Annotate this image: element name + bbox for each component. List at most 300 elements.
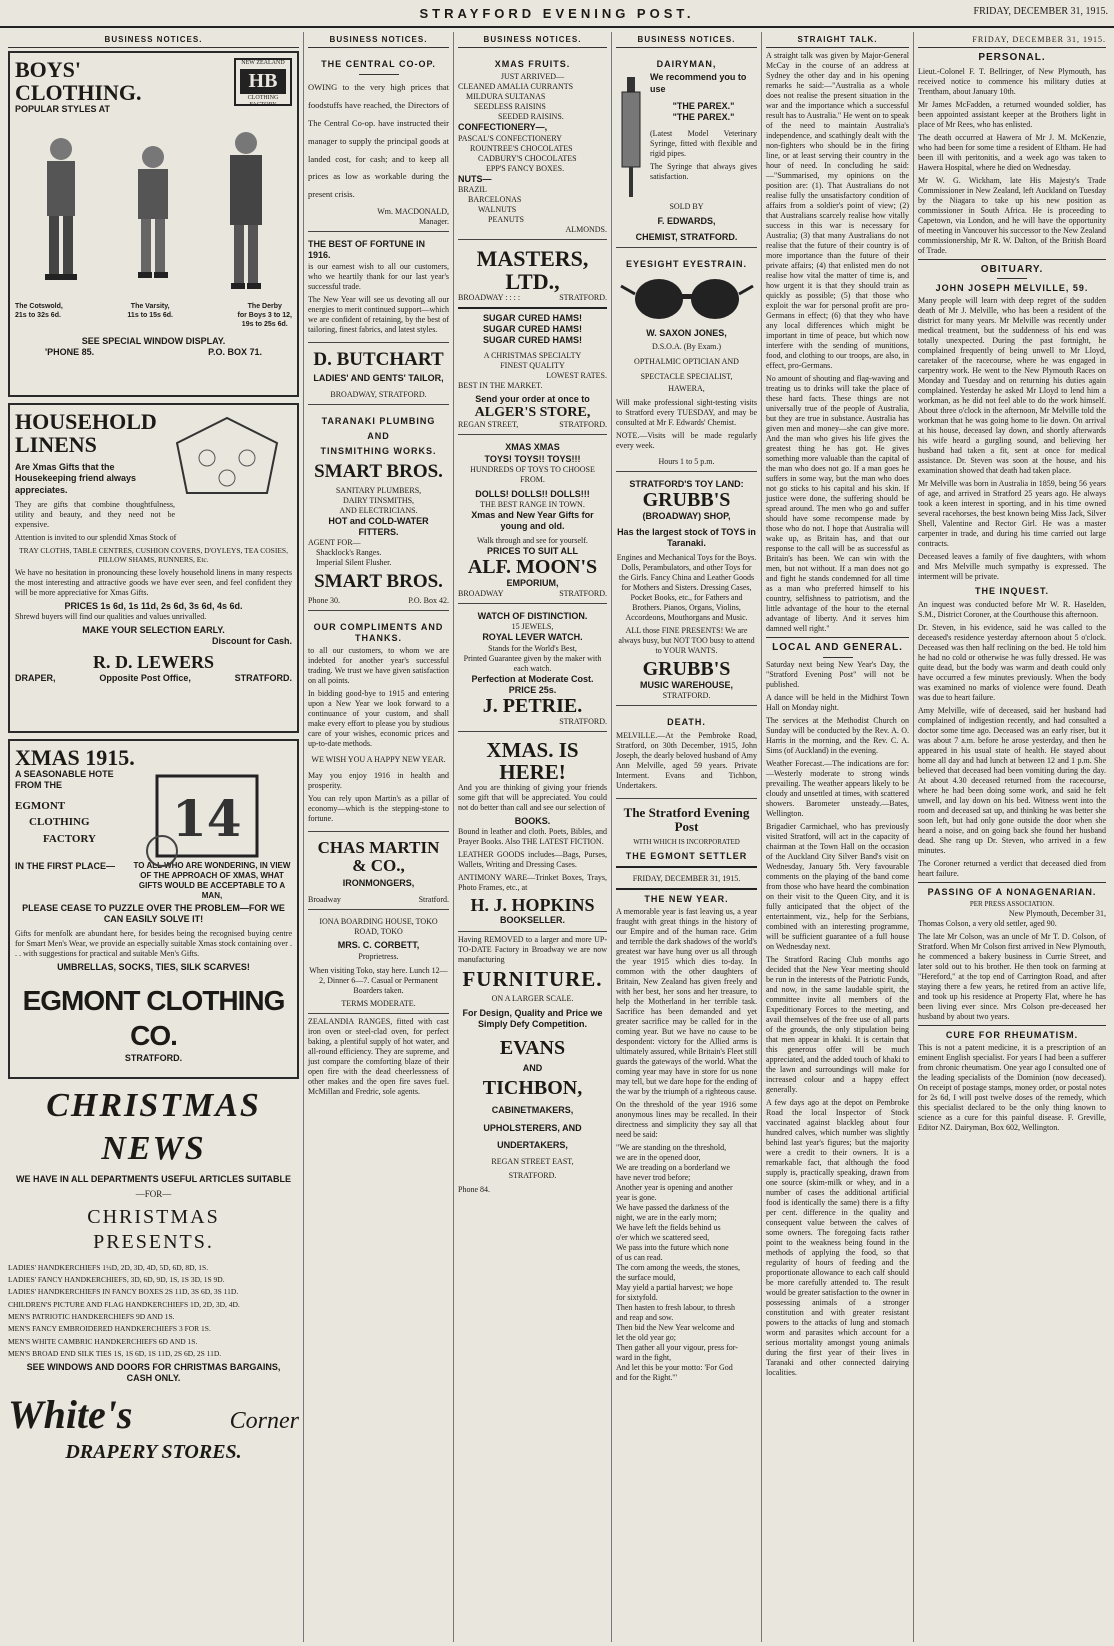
ad-line: SOLD BY bbox=[669, 202, 704, 212]
ad-heading: WATCH OF DISTINCTION. bbox=[477, 611, 588, 622]
newspaper-subtitle: WITH WHICH IS INCORPORATED bbox=[633, 838, 740, 847]
ad-line: They are gifts that combine thoughtfulness, utility and beauty, and they need not be expensive. bbox=[15, 499, 175, 529]
advertiser-trade: BOOKSELLER. bbox=[499, 915, 565, 926]
ad-title: BOYS' bbox=[15, 57, 82, 82]
ad-line: SUGAR CURED HAMS! bbox=[483, 312, 582, 323]
advertiser-town: STRATFORD. bbox=[662, 691, 711, 701]
ad-line: TRAY CLOTHS, TABLE CENTRES, CUSHION COVERS, D'OYLEYS, TEA COSIES, PILLOW SHAMS, RUNNERS, Etc. bbox=[19, 545, 288, 565]
ad-line: DOLLS! DOLLS!! DOLLS!!! bbox=[475, 488, 590, 499]
ad-title: FURNITURE. bbox=[462, 966, 603, 991]
advertiser-trade: EMPORIUM, bbox=[506, 577, 559, 588]
advertiser-address: BROADWAY : : : : bbox=[458, 292, 521, 302]
ad-line: And you are thinking of giving your friends some gift that will be appreciated. You could not do better than call and see our selection of bbox=[458, 783, 607, 813]
ad-line: Xmas and New Year Gifts for young and old. bbox=[471, 510, 594, 532]
death-notice bbox=[616, 709, 757, 798]
ad-line: SEEDLESS RAISINS bbox=[474, 102, 546, 112]
ad-line: CLEANED AMALIA CURRANTS bbox=[458, 82, 574, 92]
ad-subtitle: FROM THE bbox=[15, 780, 62, 791]
poem-line: Another year is opening and another bbox=[616, 1183, 733, 1193]
news-item: A few days ago at the depot on Pembroke Road the local Inspector of Stock vaccinated against blackleg about four hundred calves, which number was slightly behind last year's figures; but the majority were a credit to their owners. It is a remarkable fact, that although the food supply is, practically speaking, drawn from one source (skim-milk or whey, and in a number of cases the additional artificial food is identically the same) there is a fifty per cent. difference in the quality and consequent value between the calves of some owners. The foregoing facts rather point to the weakness being found in the methods of applying the food, so that regularity of hours of feeding and the proportionate allowance to each calf should be more carefully attended to. The result would be greater satisfaction to the owner in possessing animals of a stronger constitution and with greater resistant powers to the attacks of lung and stomach worm and parasites which account for a serious mortality amongst young animals during the first year of their lives in Taranaki and other connected dairying localities. bbox=[766, 1097, 909, 1377]
ad-line: Has the largest stock of TOYS in Taranaki. bbox=[617, 526, 756, 548]
ad-brand-line: CLOTHING bbox=[29, 816, 90, 829]
style-ages: for Boys 3 to 12, bbox=[237, 312, 292, 320]
ad-line: Discount for Cash. bbox=[211, 636, 292, 647]
poem-line: We are treading on a borderland we bbox=[616, 1163, 730, 1173]
poem-line: We have passed the darkness of the bbox=[616, 1203, 730, 1213]
ad-line: A CHRISTMAS SPECIALTY bbox=[483, 350, 582, 360]
advertiser-name: R. D. LEWERS bbox=[92, 652, 215, 673]
boys-illustrations bbox=[15, 119, 292, 299]
ad-line: THE BEST RANGE IN TOWN. bbox=[480, 500, 585, 510]
article-text: Dr. Steven, in his evidence, said he was called to the deceased's residence yesterday afternoon about 5 o'clock. Deceased was then half reclining on the bed. He told him he had no cold or otherwise he was fully dressed. He was quite dead, but the body was warm and death could only have occurred a few minutes previously. When the body was examined no marks of violence were found. Death was due to heart failure. bbox=[918, 622, 1106, 702]
corner-logo: Corner bbox=[229, 1408, 299, 1434]
poem-line: ward in the fight, bbox=[616, 1353, 672, 1363]
poem-line: Then bid the New Year welcome and bbox=[616, 1323, 735, 1333]
news-item: Lieut.-Colonel F. T. Bellringer, of New Plymouth, has received notice to commence his military duties at Trentham, about January 10th. bbox=[918, 66, 1106, 96]
news-item: Mr James McFadden, a returned wounded soldier, has been appointed assistant keeper at the Brothers light in place of Mr Rees, who has enlisted. bbox=[918, 99, 1106, 129]
advertiser-name: J. PETRIE. bbox=[482, 695, 583, 718]
poem-line: o'er which we scattered seed, bbox=[616, 1233, 710, 1243]
ad-line: LOWEST RATES. bbox=[546, 370, 607, 380]
poem-line: for sixtyfold. bbox=[616, 1293, 658, 1303]
ad-title: XMAS. IS HERE! bbox=[486, 738, 579, 785]
egmont-clothing-logo: EGMONT CLOTHING CO. bbox=[22, 984, 285, 1051]
article-text: Deceased leaves a family of five daughters, with whom and Mrs Melville much sympathy is expressed. The interment will be private. bbox=[918, 552, 1106, 582]
advertiser-town: STRATFORD. bbox=[234, 673, 292, 684]
ad-line: ON A LARGER SCALE. bbox=[491, 993, 574, 1003]
ad-line: For Design, Quality and Price we Simply Defy Competition. bbox=[462, 1007, 603, 1029]
section-title: THE INQUEST. bbox=[974, 586, 1049, 597]
ad-brand-line: EGMONT bbox=[15, 799, 66, 812]
ad-subtitle: POPULAR STYLES AT bbox=[15, 104, 111, 115]
ad-heading: XMAS XMAS bbox=[505, 442, 560, 453]
calendar-1914-icon bbox=[137, 761, 277, 871]
list-item: MEN'S FANCY EMBROIDERED HANDKERCHIEFS 3 FOR 1S. bbox=[8, 1324, 211, 1334]
section-title: PASSING OF A NONAGENARIAN. bbox=[927, 886, 1097, 897]
advertiser-town: STRATFORD. bbox=[508, 1171, 557, 1181]
window-display: SEE SPECIAL WINDOW DISPLAY. bbox=[81, 335, 226, 346]
newspaper-subtitle: THE EGMONT SETTLER bbox=[625, 850, 748, 861]
advertiser-trade: DRAPER, bbox=[15, 673, 56, 684]
notice-text: In bidding good-bye to 1915 and entering upon a New Year we look forward to a continuance of your custom, and shall make every effort to please you by studious care of your wishes, economic prices and up-to-date methods. bbox=[308, 689, 449, 749]
ad-line: The Syringe that always gives satisfaction. bbox=[650, 162, 757, 182]
notice-title: DEATH. bbox=[667, 717, 706, 728]
advertiser-town: STRATFORD. bbox=[559, 292, 607, 302]
issue-date: FRIDAY, DECEMBER 31, 1915. bbox=[973, 6, 1108, 17]
ad-line: PLEASE CEASE TO PUZZLE OVER THE PROBLEM—FOR WE CAN EASILY SOLVE IT! bbox=[22, 903, 285, 925]
article-text: The Coroner returned a verdict that deceased died from heart failure. bbox=[918, 858, 1106, 878]
ad-line: SEE WINDOWS AND DOORS FOR CHRISTMAS BARGAINS, bbox=[26, 1361, 281, 1372]
ad-line: TO ALL WHO ARE WONDERING, IN VIEW OF THE APPROACH OF XMAS, WHAT GIFTS WOULD BE ACCEPTABLE TO A MAN, bbox=[133, 861, 291, 901]
notice-text: MELVILLE.—At the Pembroke Road, Stratford, on 30th December, 1915, John Joseph, the dearly beloved husband of Amy Ann Melville, aged 59 years. Private Interment. Evans and Tichbon, Undertakers. bbox=[616, 730, 757, 790]
advertiser-town: STRATFORD. bbox=[559, 589, 607, 599]
central-coop-notice bbox=[308, 51, 449, 232]
notice-text: OWING to the very high prices that foodstuffs have reached, the Directors of The Central Co-op. have instructed their manager to supply the principal goods at landed cost, for cash; and to keep all prices as low as workable during the present crisis. bbox=[308, 82, 449, 200]
ad-line: JUST ARRIVED— bbox=[500, 72, 565, 82]
poem-line: We pass into the future which none bbox=[616, 1243, 729, 1253]
list-item: MEN'S WHITE CAMBRIC HANDKERCHIEFS 6D AND 1S. bbox=[8, 1336, 198, 1346]
style-name: The Cotswold, bbox=[15, 303, 63, 311]
style-price: 21s to 32s 6d. bbox=[15, 312, 61, 320]
notice-title: OUR COMPLIMENTS AND THANKS. bbox=[313, 621, 444, 644]
phone-number: 'PHONE 85. bbox=[45, 346, 95, 357]
column-4 bbox=[612, 32, 762, 1642]
style-price: 11s to 15s 6d. bbox=[127, 312, 173, 320]
ad-line: SUGAR CURED HAMS! bbox=[483, 335, 582, 346]
press-credit: PER PRESS ASSOCIATION. bbox=[969, 899, 1055, 908]
poem-line: year is gone. bbox=[616, 1193, 657, 1203]
ad-line: CASH ONLY. bbox=[126, 1372, 181, 1383]
article-text: Amy Melville, wife of deceased, said her husband had complained of indigestion recently, and had consulted a doctor some time ago. Deceased was an early riser, but it was about 7 a.m. before he arose yesterday, and then he appeared in his usual state of health. He stayed about home all day and had lunch at between 12 and 1 p.m. She believed that deceased had been vomiting during the day. At about 4.30 deceased returned from the racecourse, where he had been doing some work, and said he felt unwell, and lay down on his bed. Witness went into the room and deceased sat up, and thinking he was better she soon left, but had only gone outside the door when she heard a noise, and on going back she found her husband dead. She rang up Dr. Steven, who arrived in a few minutes. bbox=[918, 705, 1106, 855]
ad-line: MILDURA SULTANAS bbox=[466, 92, 546, 102]
article-text: A straight talk was given by Major-General McCay in the course of an address at Sydney the other day and in his opening remarks he said:—"Australia as a whole does not realise the present situation in the war and the importance which a successful result has to Australia." He went on to speak of the need to maintain Australia's independence, and scathingly dealt with the non-fighters who should be in the firing line, or at least serving their country in the hour of need. In concluding he said:—"Summarised, my opinions on the position are: (1). That Australians do not realise fully the unsatisfactory condition of affairs from a soldier's point of view; (2) that Australians scarcely realise how vitally success in this war is necessary for Australia; (3) that many Australians do not realise that the future of their country is of more importance than the future of their private affairs; (4) that enlisted men do not realise how vital the matter of time is, and how urgent it is that they should train as quickly as possible; (5) that those who exploit the war for personal profit are pro-Germans in effect; (6) that they who have any local differences which might be important in time of peace, but which now interfere with the sending of munitions, food, and clothing to our troops, are also, in effect, pro-Germans. bbox=[766, 51, 909, 370]
paper-title: STRAYFORD EVENING POST. bbox=[419, 6, 695, 21]
poem-line: we are in the opened door, bbox=[616, 1153, 701, 1163]
ad-line: SANITARY PLUMBERS, bbox=[335, 485, 422, 495]
ad-line: PASCAL'S CONFECTIONERY bbox=[458, 133, 563, 143]
ad-line: EPP'S FANCY BOXES. bbox=[486, 163, 565, 173]
ad-line: AND bbox=[522, 1063, 543, 1074]
advertiser-name: W. SAXON JONES, bbox=[646, 328, 727, 338]
ad-line: MAKE YOUR SELECTION EARLY. bbox=[82, 624, 225, 635]
article-text: This is not a patent medicine, it is a prescription of an eminent English specialist. For years I had been a sufferer from chronic rheumatism. One year ago I consulted one of the leading specialists of the Dominion (now deceased). On receipt of postage stamps, money order, or postal notes for 2s 6d, I will post twelve doses of the remedy, which this specialist declared to be the only thing known to science as a cure for this painful disease. F. Greville, Editor NZ. Dairyman, Box 602, Wellington. bbox=[918, 1042, 1106, 1132]
newspaper-date: FRIDAY, DECEMBER 31, 1915. bbox=[632, 874, 741, 884]
poem-line: The corn among the weeds, the stones, bbox=[616, 1263, 740, 1273]
poem-line: We have left the fields behind us bbox=[616, 1223, 721, 1233]
whites-logo: White's bbox=[8, 1392, 133, 1437]
ad-line: IN THE FIRST PLACE— bbox=[15, 861, 116, 872]
style-price: 19s to 25s 6d. bbox=[241, 320, 288, 328]
column-3 bbox=[454, 32, 612, 1642]
ad-line: HUNDREDS OF TOYS TO CHOOSE FROM. bbox=[470, 464, 595, 484]
ad-brand-line: FACTORY bbox=[43, 832, 96, 845]
notice-signature: Wm. MACDONALD, bbox=[377, 207, 449, 217]
ranges-notice: ZEALANDIA RANGES, fitted with cast iron oven or steel-clad oven, for perfect baking, a plentiful supply of hot water, and all-round efficiency. They are supreme, and just compare the comforting blaze of their open fire with the dead cheerlessness of other makes and the open fire saves fuel. McMillan and Fredric, sole agents. bbox=[308, 1016, 449, 1096]
advertiser-name: GRUBB'S bbox=[642, 658, 731, 681]
ad-line: SEEDED RAISINS. bbox=[498, 112, 564, 122]
ad-line: DAIRY TINSMITHS, bbox=[342, 495, 415, 505]
ad-line: UMBRELLAS, SOCKS, TIES, SILK SCARVES! bbox=[57, 961, 250, 972]
article-text: A memorable year is fast leaving us, a year fraught with great things in the history of our Empire and of the human race. Grim and terrible the dark shadows of the world's greatest war have hung over us all through the year 1915 which dies to-day. In common with the other daughters of Britain, New Zealand has given freely and with her best, her sons and her treasure, to help the Motherland in her terrible task. Sacrifice has been demanded and yet greater sacrifice may be called for in the coming year. But we have no cause to be despondent: victory for the Allied arms is ultimately assured, while Britain's Fleet still guards the gateways of the world. What the coming year may have in store for us none may tell, but we dare hope for the ending of the war by the triumph of a righteous cause. bbox=[616, 907, 757, 1097]
notice-role: Manager. bbox=[419, 217, 449, 227]
advertiser-trade: OPTHALMIC OPTICIAN AND SPECTACLE SPECIALIST, bbox=[634, 357, 739, 381]
ad-line: Gifts for menfolk are abundant here, for besides being the recognised buying centre for Smart Men's Wear, we provide an especially suitable Xmas stock containing over . . . with suggestions for practical and suitable Men's Gifts. bbox=[15, 928, 292, 958]
advertiser-name: F. EDWARDS, bbox=[657, 216, 716, 227]
poem-line: May yield a partial harvest; we hope bbox=[616, 1283, 733, 1293]
notice-text: to all our customers, to whom we are indebted for another year's successful trading. We trust we have given satisfaction on all points. bbox=[308, 646, 449, 686]
ad-line: PEANUTS bbox=[488, 214, 525, 224]
ad-line: CADBURY'S CHOCOLATES bbox=[478, 153, 577, 163]
advertiser-name: GRUBB'S bbox=[642, 489, 731, 512]
masthead bbox=[0, 0, 1114, 28]
boys-clothing-ad bbox=[8, 51, 299, 397]
ad-line: ROUNTREE'S CHOCOLATES bbox=[470, 143, 573, 153]
news-item: The death occurred at Hawera of Mr J. M. McKenzie, who had been for some time a resident of Eltham. He had been ill with peritonitis, and a week ago was taken to Hawera Hospital, where he died on Wednesday. bbox=[918, 132, 1106, 172]
hb-logo-icon: NEW ZEALAND HB CLOTHING FACTORY bbox=[234, 58, 292, 106]
ad-line: 15 JEWELS, bbox=[511, 622, 554, 632]
article-text: Many people will learn with deep regret of the sudden death of Mr J. Melville, who has been a resident of the district for many years. Mr Melville was recently under medical treatment, but the suddenness of his end was totally unexpected. During the past fortnight, he complained frequently of being unwell to Mr Lloyd, caretaker of the racecourse, where he was engaged in carpentry work. He went to the New Plymouth Races on Monday and Tuesday and on returning his duties again complained. Yesterday he asked Mr Lloyd to lend him a workman, as he did not feel able to do the work himself. About three o'clock in the afternoon, Mr Melville told the workman that he was going home to lie down. On arrival at his house, deceased lay down, and shortly afterwards his wife heard a gurgling sound, and believing her husband had taken a fit, sent at once for medical assistance. Dr. Steven was soon at the house, and his examination showed that death had taken place. bbox=[918, 296, 1106, 476]
advertiser-name: MRS. C. CORBETT, bbox=[337, 940, 420, 951]
boy-figure-icon bbox=[31, 129, 91, 299]
column-6 bbox=[914, 32, 1110, 1642]
poem-line: and for the Right.'" bbox=[616, 1373, 678, 1383]
poem-line: let the old year go; bbox=[616, 1333, 676, 1343]
household-linens-ad bbox=[8, 403, 299, 733]
phone-number: Phone 30. bbox=[308, 595, 340, 605]
ad-line: CONFECTIONERY—, bbox=[458, 122, 548, 133]
poem-line: have never trod before; bbox=[616, 1173, 691, 1183]
advertiser-address: REGAN STREET, bbox=[458, 420, 519, 430]
column-2 bbox=[304, 32, 454, 1642]
butchart-ad bbox=[308, 346, 449, 405]
column-heading: BUSINESS NOTICES. bbox=[308, 32, 449, 48]
advertiser-address: BROADWAY, STRATFORD. bbox=[330, 389, 427, 399]
news-item: The Stratford Racing Club months ago decided that the New Year meeting should be run in the interests of the Patriotic Funds, and now, in the same laudable spirit, the committee invite all members of the Expeditionary Forces to the meeting, and avail themselves of the free use of all parts of the grounds, the only stipulation being that men appear in khaki. It is certain that this generous offer will be much appreciated, and the added touch of khaki to the lawn and surroundings will make for increased colour and a happy effect generally. bbox=[766, 954, 909, 1094]
column-heading: BUSINESS NOTICES. bbox=[8, 32, 299, 48]
chas-martin-ad bbox=[308, 835, 449, 910]
ad-heading: XMAS FRUITS. bbox=[494, 59, 571, 69]
spectacles-icon bbox=[617, 274, 757, 324]
evans-tichbon-ad bbox=[458, 935, 607, 1196]
advertiser-trade: UPHOLSTERERS, AND bbox=[483, 1122, 582, 1133]
advertiser-trade: MUSIC WAREHOUSE, bbox=[639, 680, 733, 691]
news-item: Brigadier Carmichael, who has previously visited Stratford, will act in the capacity of chairman at the Town Hall on the occasion of the Auckland City Silver Band's visit on Wednesday, January 5th. Very favourable comments on the playing of the band come from those who have heard the combination on their visit to the Queen City, and it is fully anticipated that the object of the entertainment, viz., help for the Serbians, combined with an interesting programme, will be sufficient guarantee of a full house on Wednesday next. bbox=[766, 821, 909, 951]
hopkins-books-ad bbox=[458, 735, 607, 931]
ad-line: ANTIMONY WARE—Trinket Boxes, Trays, Photo Frames, etc., at bbox=[458, 873, 607, 893]
new-year-poem bbox=[616, 1143, 757, 1383]
advertiser-address: REGAN STREET EAST, bbox=[491, 1157, 574, 1167]
advertiser-name: ALGER'S STORE, bbox=[474, 404, 591, 420]
ad-heading: EYESIGHT EYESTRAIN. bbox=[625, 258, 748, 269]
ad-subtitle: A SEASONABLE HOTE bbox=[15, 769, 114, 780]
ad-line: Printed Guarantee given by the maker with each watch. bbox=[463, 653, 602, 673]
advertiser-address: BROADWAY bbox=[458, 589, 504, 599]
article-text: Mr Melville was born in Australia in 1859, being 56 years of age, and arrived in Stratford 25 years ago. He always took a keen interest in sporting, and in his time owned several racehorses, the best known being Miss Jack, Silver Shell, Valentine and Rector Girl. He was a master carpenter in trade, and during his time carried out large contracts. bbox=[918, 479, 1106, 549]
ad-heading: TINSMITHING WORKS. bbox=[320, 446, 437, 457]
ad-prices: PRICES 1s 6d, 1s 11d, 2s 6d, 3s 6d, 4s 6d. bbox=[64, 600, 243, 611]
ad-heading: TOYS! TOYS!! TOYS!!! bbox=[484, 453, 581, 464]
ad-title: LINENS bbox=[15, 432, 97, 458]
embroidered-cloth-icon bbox=[167, 413, 287, 503]
ad-line: NUTS— bbox=[458, 173, 492, 184]
list-item: LADIES' HANDKERCHIEFS IN FANCY BOXES 2S 11D, 3S 6D, 3S 11D. bbox=[8, 1287, 239, 1297]
best-of-fortune-notice bbox=[308, 235, 449, 343]
section-title: PERSONAL. bbox=[978, 52, 1046, 63]
dateline: New Plymouth, December 31, bbox=[1008, 908, 1106, 918]
svg-text:14: 14 bbox=[172, 789, 242, 848]
news-item: A dance will be held in the Midhirst Town Hall on Monday night. bbox=[766, 692, 909, 712]
advertiser-trade: CABINETMAKERS, bbox=[491, 1105, 574, 1116]
page-columns bbox=[4, 32, 1110, 1642]
ad-line: Walk through and see for yourself. bbox=[477, 535, 588, 545]
ad-title: PRESENTS. bbox=[93, 1230, 214, 1253]
news-item: Saturday next being New Year's Day, the "Stratford Evening Post" will not be published. bbox=[766, 659, 909, 689]
ad-title: CLOTHING. bbox=[15, 80, 142, 106]
ad-heading: AND bbox=[367, 431, 390, 442]
poem-line: and reap and sow. bbox=[616, 1313, 674, 1323]
ad-line: BOOKS. bbox=[514, 816, 551, 827]
newspaper-title: The Stratford Evening Post bbox=[623, 804, 750, 834]
ad-line: HOT and COLD-WATER FITTERS. bbox=[328, 515, 429, 537]
ad-line: ROYAL LEVER WATCH. bbox=[482, 632, 583, 643]
poem-line: "We are standing on the threshold, bbox=[616, 1143, 727, 1153]
product-name: "THE PAREX." bbox=[672, 100, 735, 111]
column-heading: BUSINESS NOTICES. bbox=[616, 32, 757, 48]
ad-line: Attention is invited to our splendid Xmas Stock of bbox=[15, 532, 177, 542]
advertiser-trade: UNDERTAKERS, bbox=[497, 1139, 568, 1150]
poem-line: of us can read. bbox=[616, 1253, 663, 1263]
ad-line: (BROADWAY) SHOP, bbox=[642, 511, 731, 522]
smart-bros-ad bbox=[308, 408, 449, 611]
compliments-notice bbox=[308, 614, 449, 833]
new-year-article bbox=[616, 894, 757, 1383]
notice-text: is our earnest wish to all our customers, who we heartily thank for our last year's successful trade. bbox=[308, 261, 449, 291]
boy-figure-icon bbox=[216, 129, 276, 299]
ad-line: WE HAVE IN ALL DEPARTMENTS USEFUL ARTICLES SUITABLE bbox=[15, 1174, 291, 1184]
parex-syringe-ad bbox=[616, 51, 757, 248]
ad-line: PRICE 25s. bbox=[508, 684, 557, 695]
ad-line: Perfection at Moderate Cost. bbox=[471, 673, 594, 684]
ad-line: Having REMOVED to a larger and more UP-TO-DATE Factory in Broadway we are now manufacturing bbox=[458, 934, 607, 964]
ad-line: Stands for the World's Best, bbox=[488, 643, 577, 653]
notice-title: THE CENTRAL CO-OP. bbox=[321, 59, 436, 69]
ad-line: LEATHER GOODS includes—Bags, Purses, Wallets, Writing and Dressing Cases. bbox=[458, 850, 607, 870]
column-heading: STRAIGHT TALK. bbox=[766, 32, 909, 48]
advertiser-name: TICHBON, bbox=[482, 1077, 583, 1100]
product-name: "THE PAREX." bbox=[672, 112, 735, 122]
advertiser-address: Broadway bbox=[308, 895, 341, 905]
ad-line: WALNUTS bbox=[478, 204, 517, 214]
whites-corner-ad bbox=[8, 1085, 299, 1625]
advertiser-role: Proprietress. bbox=[358, 951, 399, 961]
poem-line: night, we are in the early morn; bbox=[616, 1213, 717, 1223]
po-box: P.O. Box 42. bbox=[408, 595, 449, 605]
ad-line: We recommend you to use bbox=[650, 72, 747, 94]
advertiser-name: H. J. HOPKINS bbox=[470, 895, 595, 916]
notice-text: May you enjoy 1916 in health and prosperity. bbox=[308, 771, 449, 791]
ad-line: AGENT FOR— bbox=[308, 538, 361, 548]
ad-line: Engines and Mechanical Toys for the Boys. Dolls, Perambulators, and other Toys for the Girls. Fancy China and Leather Goods for Mothers and Sisters. Dressing Cases, Pocket Books, etc., for Fathers and Brothers. Pianos, Organs, Violins, Accordeons, Mouthorgans and Music. bbox=[616, 553, 757, 623]
ad-line: Send your order at once to bbox=[475, 393, 590, 404]
ad-line: We have no hesitation in pronouncing these lovely household linens in many respects the most interesting and attractive goods we have ever seen, and feel confident they will be more appreciative for Xmas Gifts. bbox=[15, 567, 292, 597]
advertiser-name: EVANS bbox=[499, 1037, 566, 1060]
petrie-watch-ad bbox=[458, 607, 607, 732]
section-title: CURE FOR RHEUMATISM. bbox=[945, 1029, 1079, 1040]
ad-line: ALMONDS. bbox=[565, 224, 607, 234]
newspaper-masthead bbox=[616, 802, 757, 891]
article-text: No amount of shouting and flag-waving and treating us to drinks will take the place of these hard facts. These things are not universally true of the people of Australia, but they are true in substance. Australia has given men and money—she can give more. And the man who gives his life gives the greatest thing he has got. He gives something more valuable than the capital of the man who does not go. If a man goes he suffers in some way, but the man who does not go sticks to his capital and his skin. If justice were done, the suffering should be spread around. The men who go and suffer should have some recompense made by those who do not. I hope that Australia will wake up, as Britain has, and that our response to the call will be as successful as Britain's has been. We can win with the men, but not without. If a man does not go and fight he stands condemned for all time as a man who preferred himself to his country, selfishness to patriotism, and the little advantage of the hour to the eternal advantage of liberty. And it serves him damned well right." bbox=[766, 374, 909, 633]
notice-text: The New Year will see us devoting all our energies to merit continued support—which we are confident of retaining, by the best of tailoring, finest fabrics, and latest styles. bbox=[308, 294, 449, 334]
article-text: Thomas Colson, a very old settler, aged 90. bbox=[918, 918, 1057, 928]
ad-line: TERMS MODERATE. bbox=[341, 998, 416, 1008]
advertiser-town: HAWERA, bbox=[668, 384, 705, 394]
poem-line: Then gather all your vigour, press for- bbox=[616, 1343, 738, 1353]
advertiser-trade: IRONMONGERS, bbox=[342, 878, 415, 889]
advertiser-name: CHAS MARTIN bbox=[317, 838, 440, 858]
section-title: LOCAL AND GENERAL. bbox=[772, 642, 903, 653]
syringe-icon bbox=[616, 72, 646, 202]
ad-title: HOUSEHOLD bbox=[15, 409, 157, 434]
phone-number: Phone 84. bbox=[458, 1185, 490, 1195]
ad-line: (Latest Model Veterinary Syringe, fitted with flexible and rigid pipes. bbox=[650, 129, 757, 159]
ad-line: Are Xmas Gifts that the Housekeeping friend always appreciates. bbox=[15, 462, 137, 495]
poem-line: And let this be your motto: 'For God bbox=[616, 1363, 733, 1373]
christmas-news-banner: CHRISTMAS NEWS bbox=[46, 1087, 261, 1167]
ad-line: FINEST QUALITY bbox=[500, 360, 565, 370]
advertiser-name: SMART BROS. bbox=[314, 460, 443, 482]
ad-line: When visiting Toko, stay here. Lunch 12—2, Dinner 6—7. Casual or Permanent Boarders taken. bbox=[309, 965, 448, 995]
grubbs-toyland-ad bbox=[616, 475, 757, 706]
column-date: FRIDAY, DECEMBER 31, 1915. bbox=[918, 32, 1106, 48]
section-title: OBITUARY. bbox=[980, 263, 1044, 275]
drapery-stores-logo: DRAPERY STORES. bbox=[65, 1441, 242, 1463]
notice-text: You can rely upon Martin's as a pillar of economy—which is the stepping-stone to fortune. bbox=[308, 794, 449, 824]
advertiser-town: STRATFORD. bbox=[124, 1052, 183, 1063]
advertiser-name: LTD., bbox=[505, 268, 560, 294]
notice-wish: WE WISH YOU A HAPPY NEW YEAR. bbox=[311, 755, 446, 765]
advertiser-name: & CO., bbox=[352, 856, 405, 876]
obituary-name: JOHN JOSEPH MELVILLE, 59. bbox=[935, 283, 1089, 293]
po-box: P.O. BOX 71. bbox=[208, 346, 262, 357]
advertiser-town: STRATFORD. bbox=[559, 420, 607, 430]
list-item: LADIES' FANCY HANDKERCHIEFS, 3D, 6D, 9D, 1S, 1S 3D, 1S 9D. bbox=[8, 1274, 225, 1284]
ad-line: Bound in leather and cloth. Poets, Bibles, and Prayer Books. Also THE LATEST FICTION. bbox=[458, 827, 607, 847]
boy-figure-icon bbox=[123, 129, 183, 299]
ad-heading: DAIRYMAN, bbox=[656, 59, 717, 69]
style-name: The Derby bbox=[247, 303, 282, 311]
ad-line: NOTE.—Visits will be made regularly every week. bbox=[616, 431, 757, 451]
list-item: CHILDREN'S PICTURE AND FLAG HANDKERCHIEFS 1D, 2D, 3D, 4D. bbox=[8, 1299, 240, 1309]
ad-line: BEST IN THE MARKET. bbox=[458, 380, 543, 390]
ad-line: PRICES TO SUIT ALL bbox=[486, 545, 578, 556]
advertiser-name: ALF. MOON'S bbox=[467, 555, 598, 578]
advertiser-qualification: D.S.O.A. (By Exam.) bbox=[651, 342, 722, 352]
saxon-jones-optician-ad bbox=[616, 251, 757, 472]
poem-line: the surface mould, bbox=[616, 1273, 676, 1283]
advertiser-name: MASTERS, bbox=[476, 245, 589, 271]
advertiser-name: D. BUTCHART bbox=[313, 348, 444, 370]
ad-heading: TARANAKI PLUMBING bbox=[321, 415, 436, 426]
ad-line: Hours 1 to 5 p.m. bbox=[658, 457, 715, 467]
news-item: Weather Forecast.—The indications are for:—Westerly moderate to strong winds prevailing. The weather appears likely to be cloudy and unsettled at times, with scattered showers. Barometer unsteady.—Bates, Wellington. bbox=[766, 758, 909, 818]
masters-ad bbox=[458, 243, 607, 436]
ad-line: BARCELONAS bbox=[468, 194, 522, 204]
ad-line: BRAZIL bbox=[458, 184, 487, 194]
list-item: MEN'S PATRIOTIC HANDKERCHIEFS 9D AND 1S. bbox=[8, 1312, 175, 1321]
ad-line: Will make professional sight-testing visits to Stratford every TUESDAY, and may be consulted at Mr F. Edwards' Chemist. bbox=[616, 398, 757, 428]
handkerchief-price-list bbox=[8, 1263, 299, 1359]
notice-title: THE BEST OF FORTUNE IN 1916. bbox=[308, 239, 425, 261]
ad-line: Shacklock's Ranges. bbox=[316, 548, 382, 558]
column-5 bbox=[762, 32, 914, 1642]
list-item: LADIES' HANDKERCHIEFS 1½D, 2D, 3D, 4D, 5D, 6D, 8D, 1S. bbox=[8, 1262, 209, 1272]
advertiser-address: Opposite Post Office, bbox=[99, 673, 191, 684]
list-item: MEN'S BROAD END SILK TIES 1S, 1S 6D, 1S 11D, 2S 6D, 2S 11D. bbox=[8, 1349, 222, 1359]
advertiser-town: Stratford. bbox=[418, 895, 449, 905]
iona-boarding-ad bbox=[308, 913, 449, 1013]
xmas-fruits-ad bbox=[458, 51, 607, 240]
ad-line: SUGAR CURED HAMS! bbox=[483, 324, 582, 335]
style-name: The Varsity, bbox=[130, 303, 170, 311]
ad-line: —FOR— bbox=[135, 1189, 172, 1200]
ad-line: ALL those FINE PRESENTS! We are always busy, but NOT TOO busy to attend to YOUR WANTS. bbox=[618, 626, 755, 656]
article-text: An inquest was conducted before Mr W. R. Haselden, S.M., District Coroner, at the Courthouse this afternoon. bbox=[918, 599, 1106, 619]
ad-title: XMAS 1915. bbox=[15, 745, 135, 770]
advertiser-address: CHEMIST, STRATFORD. bbox=[635, 231, 738, 242]
article-text: The late Mr Colson, was an uncle of Mr T. D. Colson, of Stratford. When Mr Colson first arrived in New Plymouth, he commenced a bakery business in Currie Street, and later sold out to his brother. He then took on farming at "Hereford," at the top end of Carrington Road, and after staying there a few years, he retired from an active life, and took up his residence at Property Flat, where he has been living ever since. Mrs Colson pre-deceased her husband by about two years. bbox=[918, 931, 1106, 1021]
poem-line: Then hasten to fresh labour, to thresh bbox=[616, 1303, 735, 1313]
ad-title: CHRISTMAS bbox=[87, 1205, 220, 1228]
